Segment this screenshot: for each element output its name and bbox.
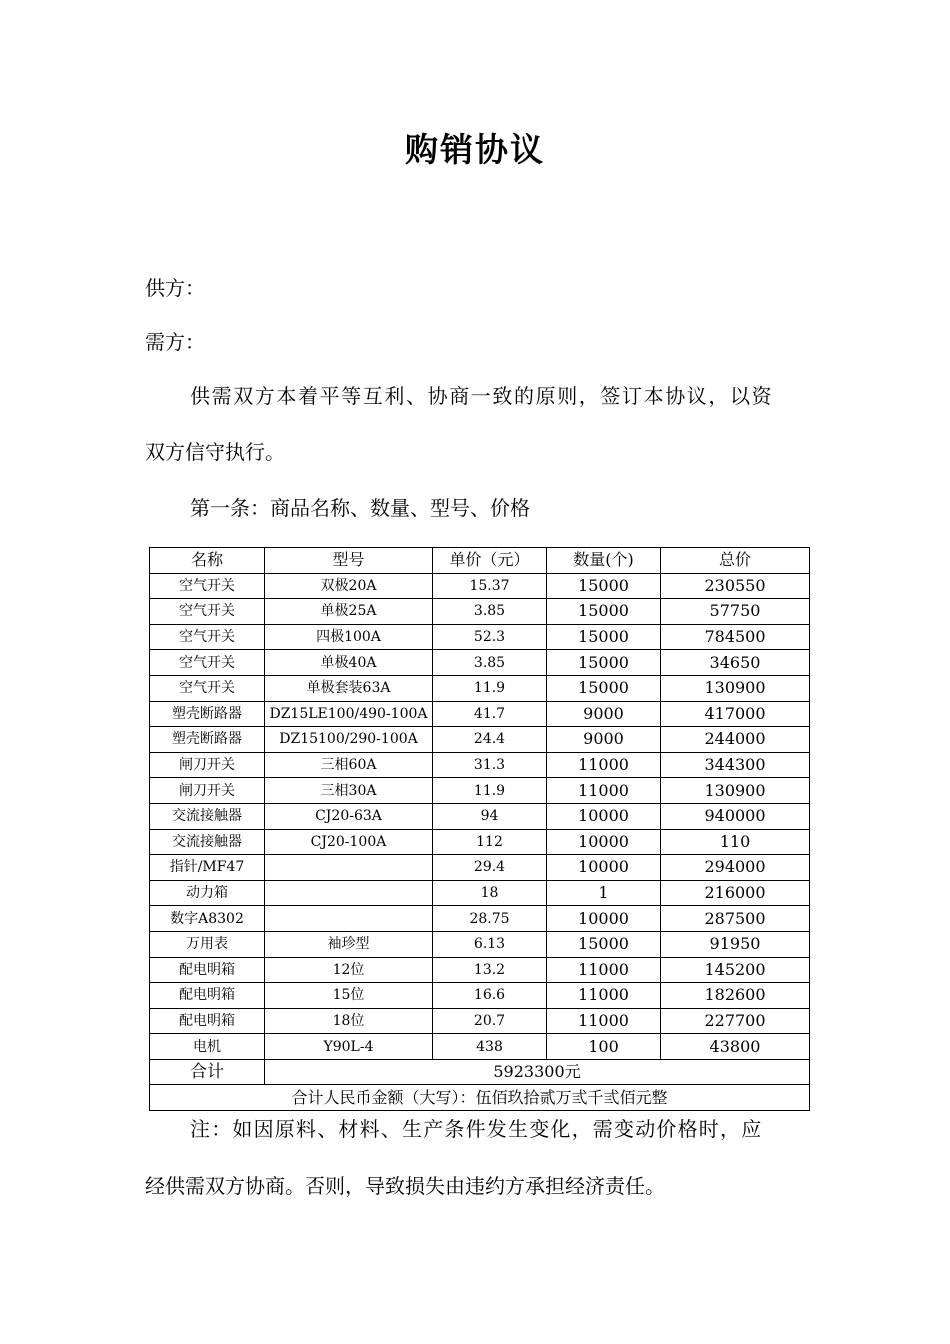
cell-quantity: 10000 xyxy=(547,906,661,932)
cell-name: 交流接触器 xyxy=(150,803,265,829)
cell-unit-price: 52.3 xyxy=(433,624,547,650)
cell-total-price: 130900 xyxy=(661,675,810,701)
note-line2: 经供需双方协商。否则，导致损失由违约方承担经济责任。 xyxy=(145,1174,665,1198)
cell-unit-price: 112 xyxy=(433,829,547,855)
cell-name: 配电明箱 xyxy=(150,1008,265,1034)
cell-total-price: 57750 xyxy=(661,599,810,625)
cell-unit-price: 94 xyxy=(433,803,547,829)
cell-total-price: 216000 xyxy=(661,880,810,906)
cell-unit-price: 41.7 xyxy=(433,701,547,727)
cell-name: 数字A8302 xyxy=(150,906,265,932)
cell-model: CJ20-63A xyxy=(265,803,433,829)
cell-model: 袖珍型 xyxy=(265,931,433,957)
article-1-heading: 第一条：商品名称、数量、型号、价格 xyxy=(190,496,530,520)
table-row xyxy=(150,803,810,829)
cell-name: 交流接触器 xyxy=(150,829,265,855)
header-unit-price: 单价（元） xyxy=(433,548,547,574)
header-name: 名称 xyxy=(150,548,265,574)
goods-table xyxy=(149,547,810,1111)
cell-quantity: 15000 xyxy=(547,931,661,957)
cell-total-price: 227700 xyxy=(661,1008,810,1034)
cell-unit-price: 31.3 xyxy=(433,752,547,778)
cell-quantity: 10000 xyxy=(547,829,661,855)
total-amount-in-words: 合计人民币金额（大写）：伍佰玖拾贰万弎千弎佰元整 xyxy=(150,1085,810,1111)
cell-quantity: 11000 xyxy=(547,983,661,1009)
table-row xyxy=(150,701,810,727)
cell-unit-price: 3.85 xyxy=(433,650,547,676)
cell-quantity: 15000 xyxy=(547,599,661,625)
table-header-row xyxy=(150,548,810,574)
cell-unit-price: 11.9 xyxy=(433,675,547,701)
table-row xyxy=(150,675,810,701)
cell-model: 18位 xyxy=(265,1008,433,1034)
cell-model: CJ20-100A xyxy=(265,829,433,855)
cell-total-price: 34650 xyxy=(661,650,810,676)
cell-name: 空气开关 xyxy=(150,624,265,650)
cell-model: 12位 xyxy=(265,957,433,983)
table-row xyxy=(150,855,810,881)
table-row xyxy=(150,573,810,599)
cell-name: 配电明箱 xyxy=(150,983,265,1009)
cell-model xyxy=(265,880,433,906)
cell-unit-price: 15.37 xyxy=(433,573,547,599)
cell-unit-price: 24.4 xyxy=(433,727,547,753)
cell-unit-price: 438 xyxy=(433,1034,547,1060)
cell-unit-price: 29.4 xyxy=(433,855,547,881)
cell-total-price: 344300 xyxy=(661,752,810,778)
cell-total-price: 940000 xyxy=(661,803,810,829)
table-row xyxy=(150,880,810,906)
cell-total-price: 784500 xyxy=(661,624,810,650)
cell-model xyxy=(265,855,433,881)
cell-model: DZ15LE100/490-100A xyxy=(265,701,433,727)
cell-model: 单极25A xyxy=(265,599,433,625)
cell-unit-price: 3.85 xyxy=(433,599,547,625)
cell-model: Y90L-4 xyxy=(265,1034,433,1060)
cell-unit-price: 11.9 xyxy=(433,778,547,804)
cell-model: 双极20A xyxy=(265,573,433,599)
table-row xyxy=(150,752,810,778)
cell-model: 15位 xyxy=(265,983,433,1009)
cell-unit-price: 6.13 xyxy=(433,931,547,957)
table-row xyxy=(150,1034,810,1060)
header-quantity: 数量(个) xyxy=(547,548,661,574)
cell-name: 塑壳断路器 xyxy=(150,701,265,727)
table-row xyxy=(150,931,810,957)
table-row xyxy=(150,983,810,1009)
total-value: 5923300元 xyxy=(265,1059,810,1085)
cell-quantity: 10000 xyxy=(547,855,661,881)
cell-unit-price: 20.7 xyxy=(433,1008,547,1034)
cell-total-price: 110 xyxy=(661,829,810,855)
cell-total-price: 91950 xyxy=(661,931,810,957)
table-row xyxy=(150,599,810,625)
cell-total-price: 43800 xyxy=(661,1034,810,1060)
cell-quantity: 15000 xyxy=(547,675,661,701)
cell-name: 空气开关 xyxy=(150,599,265,625)
cell-model: 单极套装63A xyxy=(265,675,433,701)
intro-paragraph-line2: 双方信守执行。 xyxy=(145,440,285,464)
cell-model: 四极100A xyxy=(265,624,433,650)
cell-quantity: 11000 xyxy=(547,752,661,778)
cell-unit-price: 13.2 xyxy=(433,957,547,983)
cell-unit-price: 18 xyxy=(433,880,547,906)
cell-quantity: 15000 xyxy=(547,624,661,650)
document-title: 购销协议 xyxy=(405,130,545,169)
table-total-row xyxy=(150,1059,810,1085)
table-row xyxy=(150,727,810,753)
table-row xyxy=(150,829,810,855)
buyer-label: 需方： xyxy=(145,330,205,354)
total-label: 合计 xyxy=(150,1059,265,1085)
table-row xyxy=(150,624,810,650)
supplier-label: 供方： xyxy=(145,276,205,300)
header-model: 型号 xyxy=(265,548,433,574)
cell-quantity: 11000 xyxy=(547,1008,661,1034)
cell-model: 单极40A xyxy=(265,650,433,676)
cell-total-price: 244000 xyxy=(661,727,810,753)
cell-name: 空气开关 xyxy=(150,650,265,676)
cell-model: DZ15100/290-100A xyxy=(265,727,433,753)
table-row xyxy=(150,957,810,983)
cell-quantity: 15000 xyxy=(547,650,661,676)
cell-total-price: 230550 xyxy=(661,573,810,599)
cell-name: 指针/MF47 xyxy=(150,855,265,881)
cell-name: 配电明箱 xyxy=(150,957,265,983)
cell-name: 闸刀开关 xyxy=(150,752,265,778)
cell-name: 塑壳断路器 xyxy=(150,727,265,753)
goods-table-body xyxy=(150,573,810,1059)
table-row xyxy=(150,650,810,676)
cell-quantity: 11000 xyxy=(547,778,661,804)
table-row xyxy=(150,778,810,804)
cell-total-price: 294000 xyxy=(661,855,810,881)
cell-model xyxy=(265,906,433,932)
cell-total-price: 417000 xyxy=(661,701,810,727)
cell-quantity: 10000 xyxy=(547,803,661,829)
cell-total-price: 182600 xyxy=(661,983,810,1009)
cell-quantity: 15000 xyxy=(547,573,661,599)
cell-name: 闸刀开关 xyxy=(150,778,265,804)
cell-total-price: 130900 xyxy=(661,778,810,804)
cell-name: 动力箱 xyxy=(150,880,265,906)
note-line1: 注：如因原料、材料、生产条件发生变化，需变动价格时，应 xyxy=(190,1117,763,1141)
cell-quantity: 11000 xyxy=(547,957,661,983)
cell-unit-price: 16.6 xyxy=(433,983,547,1009)
cell-total-price: 145200 xyxy=(661,957,810,983)
cell-quantity: 9000 xyxy=(547,701,661,727)
cell-model: 三相30A xyxy=(265,778,433,804)
cell-total-price: 287500 xyxy=(661,906,810,932)
cell-quantity: 1 xyxy=(547,880,661,906)
table-total-words-row xyxy=(150,1085,810,1111)
table-row xyxy=(150,1008,810,1034)
cell-name: 万用表 xyxy=(150,931,265,957)
intro-paragraph-line1: 供需双方本着平等互利、协商一致的原则，签订本协议，以资 xyxy=(190,384,774,408)
cell-quantity: 100 xyxy=(547,1034,661,1060)
header-total-price: 总价 xyxy=(661,548,810,574)
table-row xyxy=(150,906,810,932)
cell-name: 空气开关 xyxy=(150,675,265,701)
cell-quantity: 9000 xyxy=(547,727,661,753)
cell-name: 空气开关 xyxy=(150,573,265,599)
cell-name: 电机 xyxy=(150,1034,265,1060)
cell-unit-price: 28.75 xyxy=(433,906,547,932)
cell-model: 三相60A xyxy=(265,752,433,778)
